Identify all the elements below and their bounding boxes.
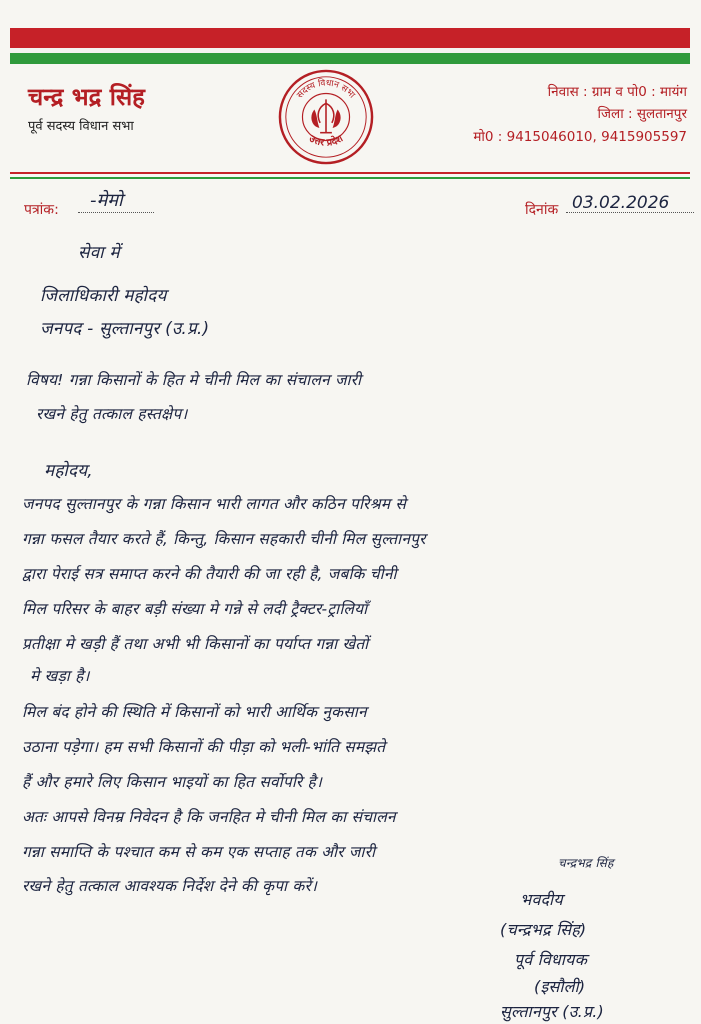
body-line: मे खड़ा है। [30, 667, 90, 685]
date-value: 03.02.2026 [572, 193, 670, 213]
body-line: जनपद सुल्तानपुर के गन्ना किसान भारी लागत और कठिन परिश्रम से [22, 495, 407, 513]
signature-line: सुल्तानपुर (उ.प्र.) [500, 1002, 604, 1021]
body-line: अतः आपसे विनम्र निवेदन है कि जनहित मे चीनी मिल का संचालन [22, 808, 396, 826]
subject-line-1: विषय! गन्ना किसानों के हित मे चीनी मिल का संचालन जारी [26, 371, 362, 389]
address-residence: निवास : ग्राम व पो0 : मायंग [547, 84, 687, 100]
addressee-line-3: जनपद - सुल्तानपुर (उ.प्र.) [40, 319, 210, 339]
body-line: गन्ना समाप्ति के पश्चात कम से कम एक सप्ताह तक और जारी [22, 843, 376, 861]
body-line: प्रतीक्षा मे खड़ी हैं तथा अभी भी किसानों का पर्याप्त गन्ना खेतों [22, 635, 369, 653]
body-line: उठाना पड़ेगा। हम सभी किसानों की पीड़ा को भली-भांति समझते [22, 738, 386, 756]
date-label: दिनांक [525, 202, 559, 218]
emblem-top-text: सदस्य विधान सभा [295, 78, 357, 101]
signature-line: (इसौली) [534, 977, 586, 996]
header-rule-red [10, 172, 690, 174]
header-red-band [10, 28, 690, 48]
sender-name: चन्द्र भद्र सिंह [28, 83, 145, 111]
sender-designation: पूर्व सदस्य विधान सभा [28, 119, 134, 134]
subject-line-2: रखने हेतु तत्काल हस्तक्षेप। [36, 405, 188, 423]
body-line: हैं और हमारे लिए किसान भाइयों का हित सर्वोपरि है। [22, 773, 323, 791]
body-line: रखने हेतु तत्काल आवश्यक निर्देश देने की कृपा करें। [22, 877, 318, 895]
signature-line: पूर्व विधायक [514, 950, 588, 969]
signature-line: (चन्द्रभद्र सिंह) [500, 920, 587, 939]
address-mobile: मो0 : 9415046010, 9415905597 [473, 129, 687, 145]
body-line: मिल बंद होने की स्थिति में किसानों को भारी आर्थिक नुकसान [22, 703, 367, 721]
header-green-band [10, 53, 690, 64]
addressee-line-2: जिलाधिकारी महोदय [40, 286, 167, 306]
signature-scribble: चन्द्रभद्र सिंह [558, 856, 614, 870]
signature-line: भवदीय [520, 890, 563, 909]
reference-value: -मेमो [90, 190, 123, 211]
greeting: महोदय, [44, 461, 93, 481]
address-district: जिला : सुलतानपुर [597, 106, 687, 122]
emblem-bottom-text: उत्तर प्रदेश [307, 133, 345, 149]
body-line: मिल परिसर के बाहर बड़ी संख्या मे गन्ने से लदी ट्रैक्टर-ट्रालियाँ [22, 600, 368, 618]
header-rule-green [10, 177, 690, 179]
addressee-line-1: सेवा में [78, 243, 120, 263]
reference-label: पत्रांक: [24, 202, 59, 218]
body-line: द्वारा पेराई सत्र समाप्त करने की तैयारी की जा रही है, जबकि चीनी [22, 565, 397, 583]
vidhan-sabha-emblem [277, 68, 375, 166]
reference-dotted-line [78, 212, 154, 213]
body-line: गन्ना फसल तैयार करते हैं, किन्तु, किसान सहकारी चीनी मिल सुल्तानपुर [22, 530, 426, 548]
